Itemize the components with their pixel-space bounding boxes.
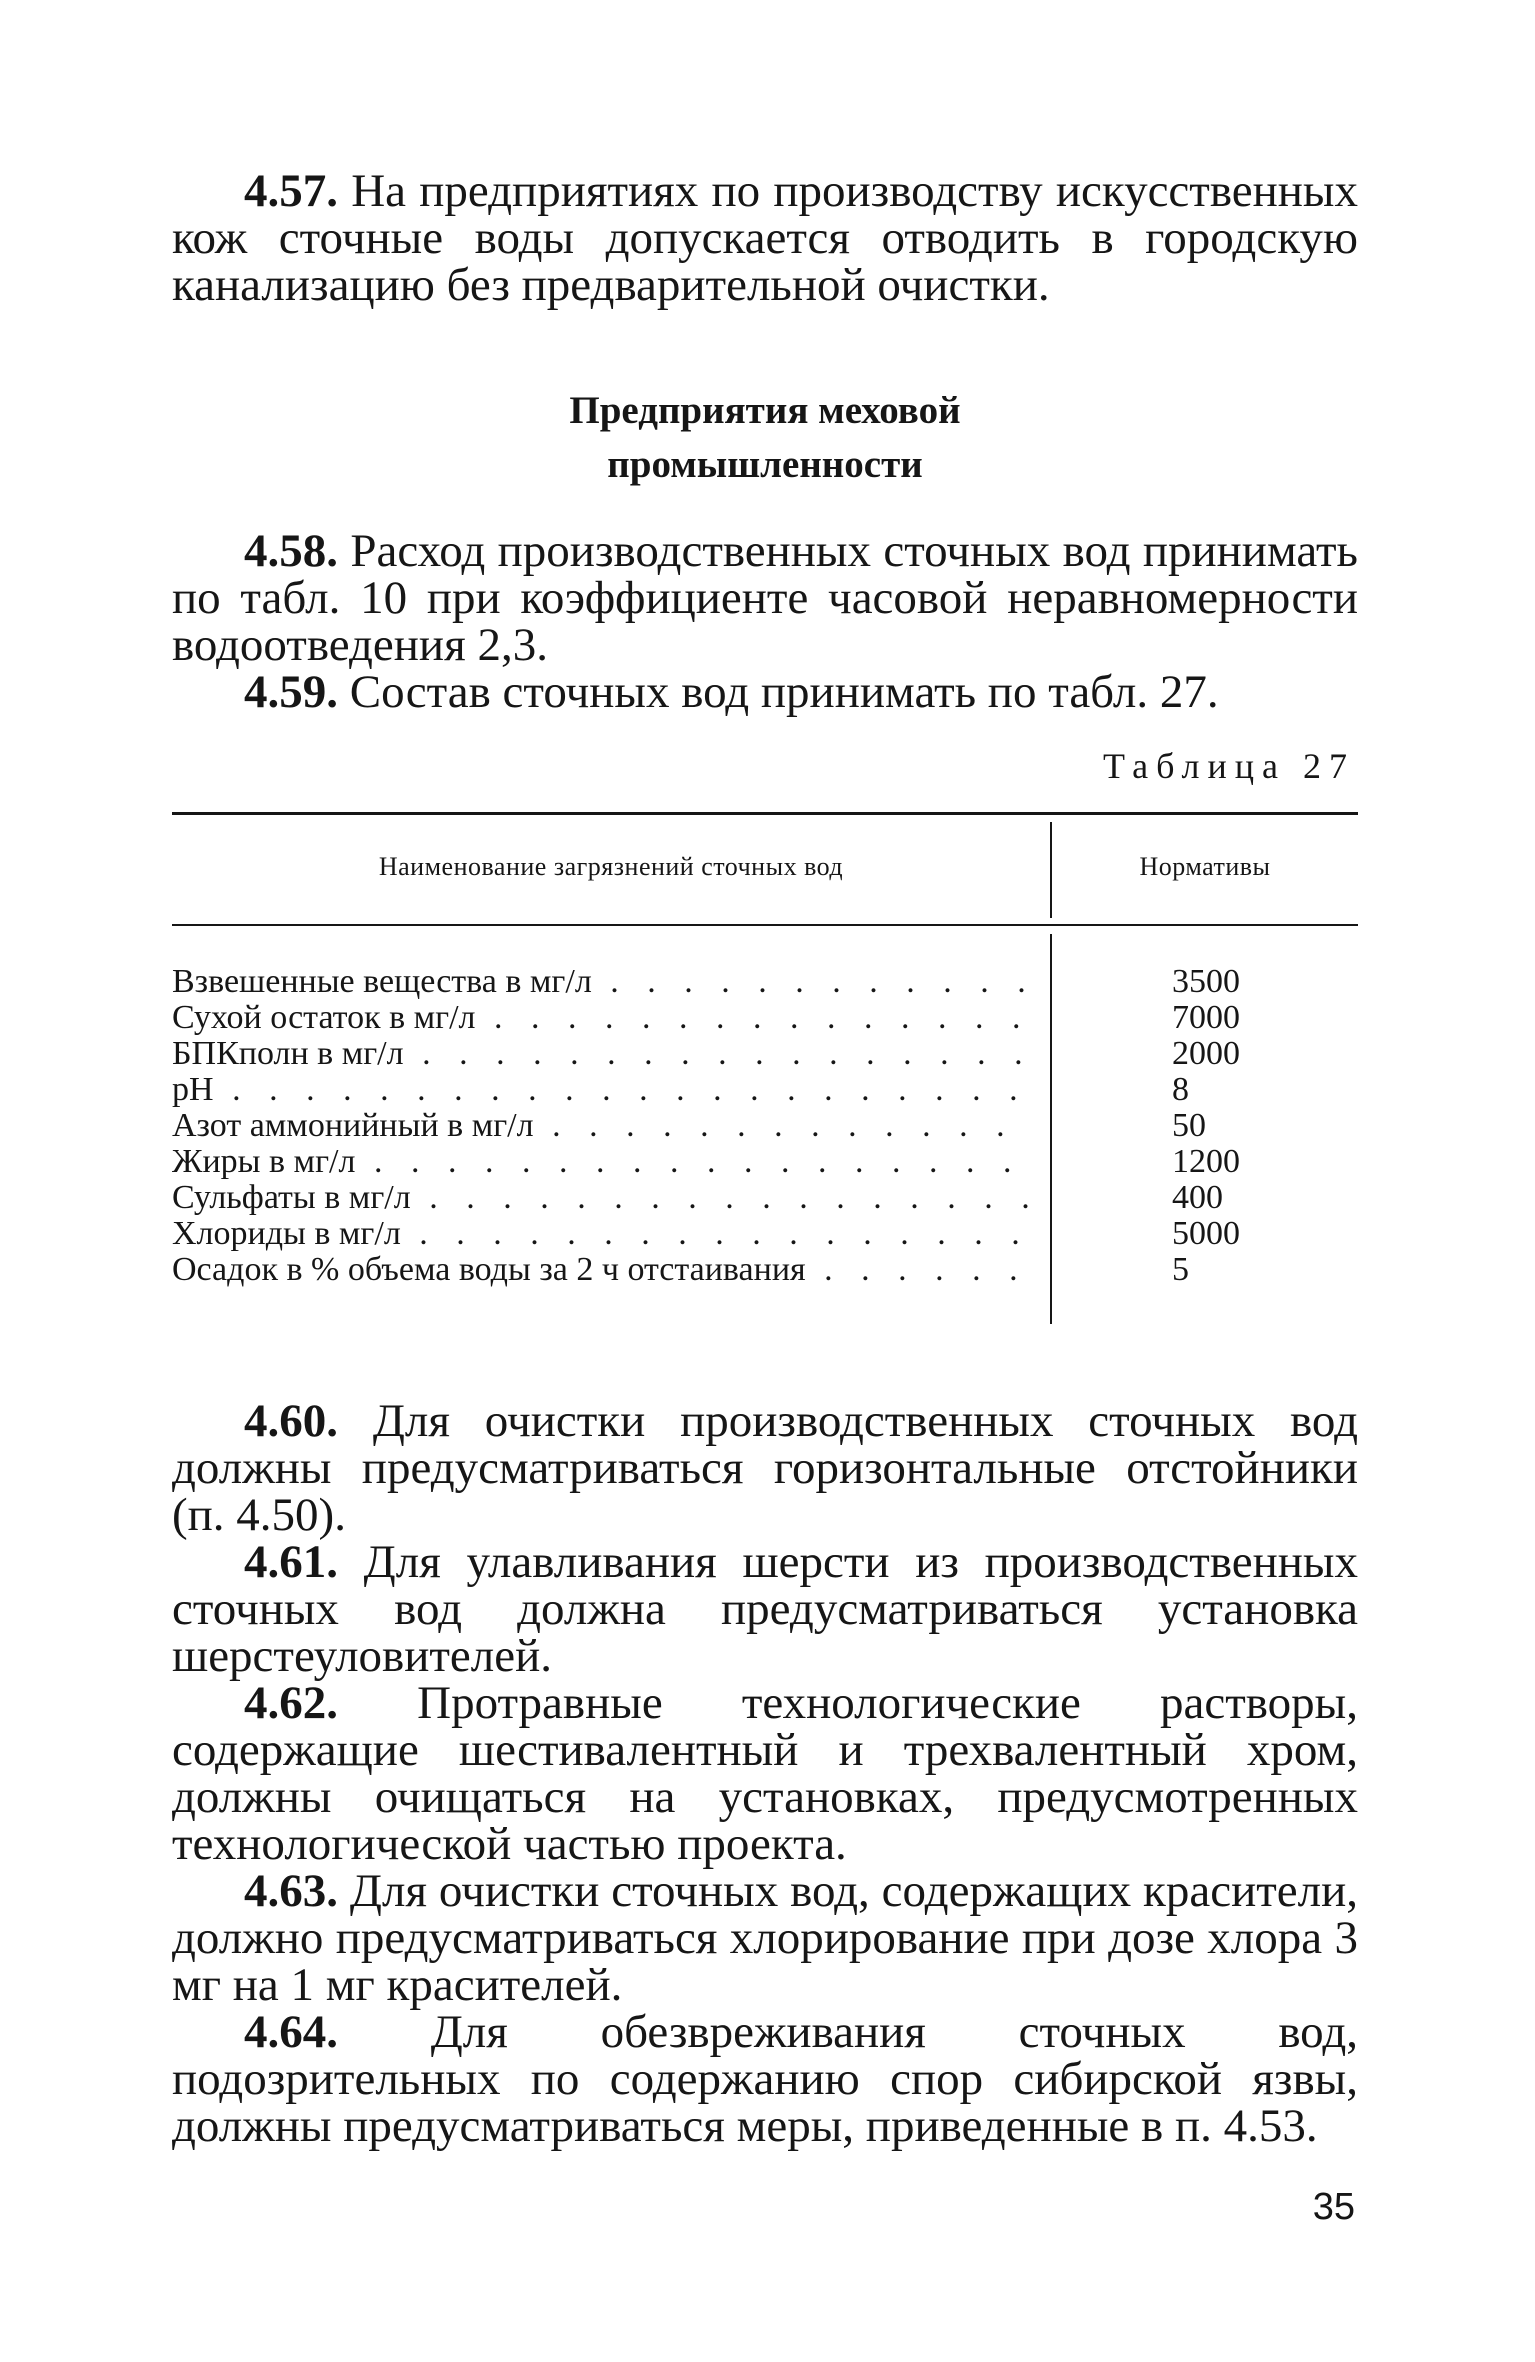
paragraph-number: 4.61.: [244, 1536, 338, 1588]
paragraph-number: 4.62.: [244, 1677, 338, 1729]
paragraph-number: 4.59.: [244, 666, 338, 718]
pollutant-norm: 7000: [1172, 999, 1240, 1036]
pollutant-norm: 8: [1172, 1071, 1189, 1108]
paragraph-4-59: [172, 666, 1358, 718]
table-row: [172, 1252, 1358, 1288]
section-heading: [172, 384, 1358, 492]
paragraph-4-61: [172, 1536, 1358, 1682]
paragraph-text: Состав сточных вод принимать по табл. 27.: [338, 666, 1219, 718]
paragraph-text: Для очистки производственных сточных вод должны предусматриваться горизонтальные отстойники (п. 4.50).: [172, 1395, 1358, 1541]
pollutant-norm: 1200: [1172, 1143, 1240, 1180]
table-row: [172, 1144, 1358, 1180]
pollutant-norm: 5000: [1172, 1215, 1240, 1252]
paragraph-text: Для очистки сточных вод, содержащих красители, должно предусматриваться хлорирование при дозе хлора 3 мг на 1 мг красителей.: [172, 1865, 1358, 2011]
pollutant-name: Азот аммонийный в мг/л . . .: [172, 1108, 1034, 1144]
paragraph-4-63: [172, 1865, 1358, 2011]
table-row: [172, 1036, 1358, 1072]
table-header-norm: Нормативы: [1139, 852, 1271, 881]
table-caption: Таблица 27: [1103, 746, 1355, 786]
table-row: [172, 964, 1358, 1000]
table-row: [172, 1180, 1358, 1216]
paragraph-4-57: [172, 165, 1358, 311]
pollutant-name: pH . . .: [172, 1072, 1034, 1108]
pollutant-name: БПКполн в мг/л . . .: [172, 1036, 1034, 1072]
table-row: [172, 1000, 1358, 1036]
paragraph-text: Расход производственных сточных вод принимать по табл. 10 при коэффициенте часовой неравномерности водоотведения 2,3.: [172, 525, 1358, 671]
page-number: 35: [1312, 2186, 1355, 2228]
paragraph-text: Протравные технологические растворы, содержащие шестивалентный и трехвалентный хром, должны очищаться на установках, предусмотренных технологической частью проекта.: [172, 1677, 1358, 1870]
pollutant-norm: 400: [1172, 1179, 1223, 1216]
paragraph-text: Для улавливания шерсти из производственных сточных вод должна предусматриваться установка шерстеуловителей.: [172, 1536, 1358, 1682]
paragraph-number: 4.63.: [244, 1865, 338, 1917]
table-top-rule: [172, 812, 1358, 815]
paragraph-4-60: [172, 1395, 1358, 1541]
table-row: [172, 1072, 1358, 1108]
table-header-rule: [172, 924, 1358, 926]
table-header-name: Наименование загрязнений сточных вод: [378, 852, 844, 881]
section-heading-line-2: промышленности: [607, 443, 923, 486]
paragraph-number: 4.58.: [244, 525, 338, 577]
paragraph-4-58: [172, 525, 1358, 671]
paragraph-text: Для обезвреживания сточных вод, подозрительных по содержанию спор сибирской язвы, должны предусматриваться меры, приведенные в п. 4.53.: [172, 2006, 1358, 2152]
paragraph-number: 4.64.: [244, 2006, 338, 2058]
paragraph-block-bottom: [172, 1395, 1358, 2152]
pollutant-name: Сульфаты в мг/л . . .: [172, 1180, 1034, 1216]
paragraph-block-mid: [172, 525, 1358, 718]
table-row: [172, 1108, 1358, 1144]
table-row: [172, 1216, 1358, 1252]
paragraph-4-62: [172, 1677, 1358, 1870]
pollutant-norm: 2000: [1172, 1035, 1240, 1072]
section-heading-line-1: Предприятия меховой: [569, 389, 961, 432]
pollutant-name: Осадок в % объема воды за 2 ч отстаивания . . .: [172, 1252, 1034, 1288]
paragraph-block-top: [172, 165, 1358, 311]
pollutant-norm: 50: [1172, 1107, 1206, 1144]
paragraph-text: На предприятиях по производству искусственных кож сточные воды допускается отводить в городскую канализацию без предварительной очистки.: [172, 165, 1358, 311]
paragraph-4-64: [172, 2006, 1358, 2152]
pollutant-name: Жиры в мг/л . . .: [172, 1144, 1034, 1180]
pollutant-norm: 3500: [1172, 963, 1240, 1000]
pollutant-norm: 5: [1172, 1251, 1189, 1288]
pollutant-name: Сухой остаток в мг/л . . .: [172, 1000, 1034, 1036]
pollutant-name: Хлориды в мг/л . . .: [172, 1216, 1034, 1252]
paragraph-number: 4.57.: [244, 165, 338, 217]
paragraph-number: 4.60.: [244, 1395, 338, 1447]
table-body: [172, 964, 1358, 1288]
pollutant-name: Взвешенные вещества в мг/л . . .: [172, 964, 1034, 1000]
